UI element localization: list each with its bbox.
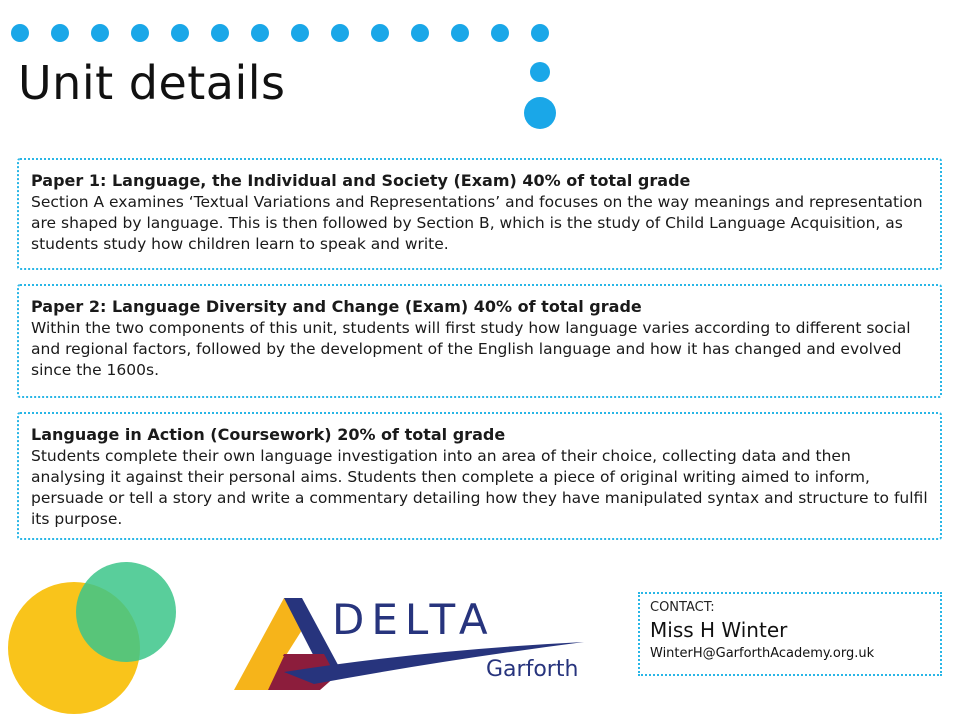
contact-name: Miss H Winter	[650, 618, 788, 642]
paper-1-description: Section A examines ‘Textual Variations and Representations’ and focuses on the way meanings and representation are shaped by language. This is then followed by Section B, which is the study of Child Language Acquisition, as students study how children learn to speak and write.	[31, 193, 923, 253]
decorative-circles	[0, 550, 190, 720]
coursework-heading: Language in Action (Coursework) 20% of total grade	[31, 425, 506, 444]
contact-box	[638, 592, 942, 676]
paper-1-box	[17, 158, 942, 270]
coursework-box	[17, 412, 942, 540]
contact-label: CONTACT:	[650, 600, 715, 615]
paper-2-heading: Paper 2: Language Diversity and Change (Exam) 40% of total grade	[31, 297, 642, 316]
paper-2-box	[17, 284, 942, 398]
paper-1-heading: Paper 1: Language, the Individual and Society (Exam) 40% of total grade	[31, 171, 691, 190]
delta-garforth-logo	[224, 580, 604, 700]
page-title: Unit details	[18, 56, 286, 110]
contact-email: WinterH@GarforthAcademy.org.uk	[650, 646, 875, 661]
logo-word: DELTA	[332, 595, 495, 644]
logo-subword: Garforth	[486, 657, 579, 682]
green-circle-shape	[76, 562, 176, 662]
paper-2-description: Within the two components of this unit, students will first study how language varies according to different social and regional factors, followed by the development of the English language and how it has changed and evolved since the 1600s.	[31, 319, 911, 379]
coursework-description: Students complete their own language investigation into an area of their choice, collecting data and then analysing it against their personal aims. Students then complete a piece of original writing aimed to inform, persuade or tell a story and write a commentary detailing how they have manipulated syntax and structure to fulfil its purpose.	[31, 447, 928, 528]
